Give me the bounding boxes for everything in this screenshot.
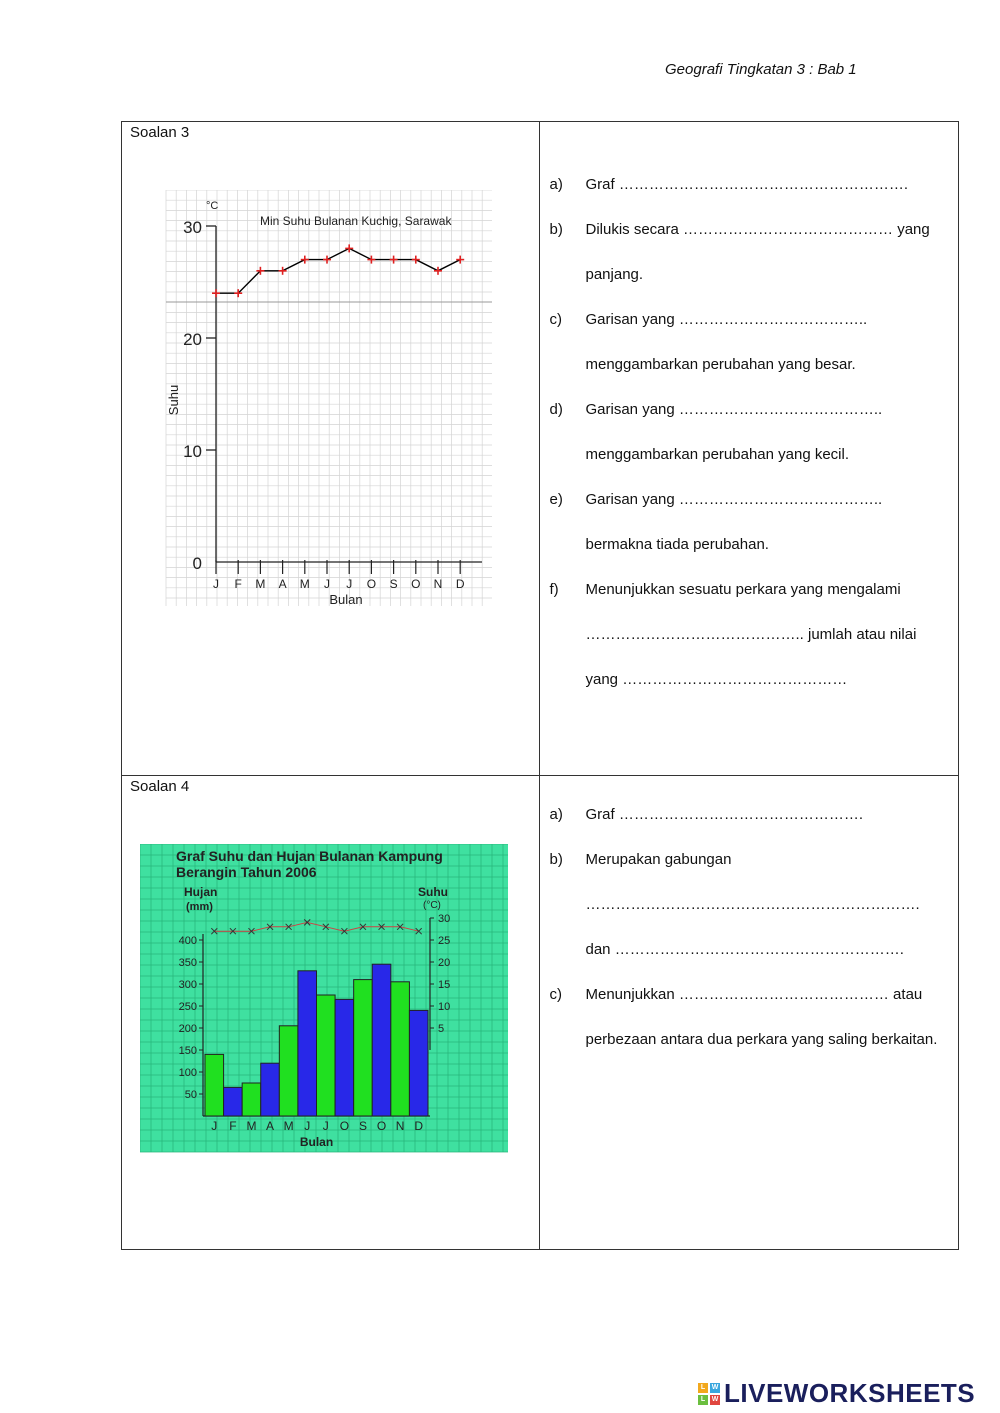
temperature-line-chart (164, 190, 494, 610)
logo-mark-cell: L (698, 1395, 708, 1405)
x-tick-label: D (414, 1119, 424, 1133)
left-tick-label: 250 (178, 1001, 197, 1013)
q3-questions-cell (539, 122, 959, 776)
q4-chart-cell (122, 776, 540, 1250)
right-tick-label: 10 (438, 1001, 451, 1013)
right-axis-unit: (°C) (423, 900, 441, 911)
chart-title-line1: Graf Suhu dan Hujan Bulanan Kampung (176, 848, 443, 864)
x-tick-label: J (324, 577, 330, 591)
logo-mark-icon (698, 1383, 720, 1405)
item-text: Dilukis secara …………………………………… yang panjang. (585, 221, 930, 283)
item-text: Menunjukkan sesuatu perkara yang mengalami …………………………………….. jumlah atau nilai yang ……………………………………… (585, 581, 917, 688)
rainfall-bar (242, 1083, 261, 1116)
x-tick-label: J (322, 1119, 329, 1133)
item-letter: a) (549, 176, 563, 193)
liveworksheets-logo (698, 1378, 975, 1409)
logo-mark-cell: W (711, 1383, 719, 1391)
y-tick-label: 0 (192, 554, 202, 573)
rainfall-bar (409, 1010, 428, 1116)
left-axis-unit: (mm) (186, 901, 213, 913)
logo-mark-cell: W (711, 1395, 719, 1403)
y-tick-label: 30 (183, 218, 202, 237)
q3-chart-cell (122, 122, 540, 776)
left-tick-label: 100 (178, 1067, 197, 1079)
item-text: Graf …………………………………………………. (585, 176, 909, 193)
data-point-marker (323, 256, 331, 264)
q4-item (550, 972, 947, 1062)
right-tick-label: 25 (438, 935, 451, 947)
item-letter: b) (549, 221, 563, 238)
left-tick-label: 400 (178, 935, 197, 947)
x-tick-label: J (211, 1119, 218, 1133)
rainfall-bar (224, 1087, 243, 1116)
y-tick-label: 10 (183, 442, 202, 461)
data-point-marker (412, 256, 420, 264)
data-point-marker (434, 267, 442, 275)
chart-title-line2: Berangin Tahun 2006 (176, 864, 317, 880)
item-letter: c) (549, 986, 562, 1003)
x-tick-label: O (339, 1119, 350, 1133)
x-axis-title: Bulan (329, 592, 363, 607)
item-letter: f) (549, 581, 559, 598)
page-header: Geografi Tingkatan 3 : Bab 1 (665, 61, 857, 78)
x-tick-label: D (455, 577, 465, 591)
item-text: Garisan yang ………………………………….. menggambarkan perubahan yang kecil. (585, 401, 883, 463)
x-tick-label: M (299, 577, 310, 591)
rainfall-bar (317, 995, 336, 1116)
left-tick-label: 50 (184, 1089, 197, 1101)
q3-item (550, 477, 947, 567)
logo-mark-cell: L (698, 1383, 708, 1393)
rainfall-bar (298, 971, 317, 1116)
item-letter: e) (549, 491, 563, 508)
right-tick-label: 15 (438, 979, 451, 991)
data-point-marker (367, 256, 375, 264)
rainfall-bar (335, 999, 354, 1116)
left-axis-title: Hujan (184, 885, 218, 899)
left-tick-label: 350 (178, 957, 197, 969)
q3-item (550, 162, 947, 207)
q3-item (550, 387, 947, 477)
rainfall-bar (279, 1026, 298, 1116)
q4-item (550, 837, 947, 972)
q3-item (550, 207, 947, 297)
x-tick-label: M (283, 1119, 294, 1133)
worksheet-table (121, 121, 959, 1250)
item-text: Garisan yang ………………………………….. bermakna tiada perubahan. (585, 491, 883, 553)
x-tick-label: S (358, 1119, 367, 1133)
x-tick-label: O (376, 1119, 387, 1133)
item-letter: c) (549, 311, 562, 328)
item-letter: a) (549, 806, 563, 823)
rainfall-bar (205, 1054, 224, 1116)
right-tick-label: 20 (438, 957, 451, 969)
q3-item (550, 297, 947, 387)
rainfall-bar (372, 964, 391, 1116)
chart-title: Min Suhu Bulanan Kuchig, Sarawak (260, 214, 452, 228)
x-tick-label: A (266, 1119, 275, 1133)
y-tick-label: 20 (183, 330, 202, 349)
x-tick-label: N (395, 1119, 405, 1133)
left-tick-label: 300 (178, 979, 197, 991)
q4-item (550, 792, 947, 837)
data-point-marker (212, 289, 220, 297)
item-text: Graf …………………………………………. (585, 806, 864, 823)
rainfall-bar (261, 1063, 280, 1116)
x-tick-label: M (255, 577, 266, 591)
temperature-line (216, 248, 460, 293)
right-tick-label: 5 (438, 1023, 445, 1035)
left-tick-label: 200 (178, 1023, 197, 1035)
x-tick-label: A (278, 577, 287, 591)
x-tick-label: M (246, 1119, 257, 1133)
x-axis-title: Bulan (299, 1135, 334, 1149)
x-tick-label: O (366, 577, 377, 591)
item-letter: d) (549, 401, 563, 418)
data-point-marker (456, 256, 464, 264)
item-text: Menunjukkan …………………………………… atau perbezaan antara dua perkara yang saling berkaitan. (585, 986, 938, 1048)
item-text: Garisan yang ……………………………….. menggambarkan perubahan yang besar. (585, 311, 868, 373)
q3-question-list (550, 162, 947, 702)
x-tick-label: N (433, 577, 443, 591)
right-tick-label: 30 (438, 913, 451, 925)
x-tick-label: J (346, 577, 353, 591)
right-axis-title: Suhu (418, 885, 448, 899)
q4-label: Soalan 4 (130, 778, 190, 795)
rainfall-bar (391, 982, 410, 1116)
x-tick-label: O (411, 577, 421, 591)
y-axis-title: Suhu (166, 384, 181, 416)
data-point-marker (279, 267, 287, 275)
q3-label: Soalan 3 (130, 124, 190, 141)
item-text: Merupakan gabungan …………………………………………………………. dan …………………………………………………. (585, 851, 920, 958)
climograph-chart (140, 844, 510, 1154)
logo-text: LIVEWORKSHEETS (724, 1378, 976, 1408)
x-tick-label: J (304, 1119, 311, 1133)
q4-questions-cell (539, 776, 959, 1250)
x-tick-label: S (389, 577, 398, 591)
x-tick-label: F (229, 1119, 237, 1133)
data-point-marker (390, 256, 398, 264)
x-tick-label: F (234, 577, 242, 591)
q3-item (550, 567, 947, 702)
unit-label: °C (206, 200, 219, 212)
q4-question-list (550, 792, 947, 1062)
rainfall-bar (354, 980, 373, 1116)
item-letter: b) (549, 851, 563, 868)
left-tick-label: 150 (178, 1045, 197, 1057)
data-point-marker (301, 256, 309, 264)
x-tick-label: J (213, 577, 219, 591)
